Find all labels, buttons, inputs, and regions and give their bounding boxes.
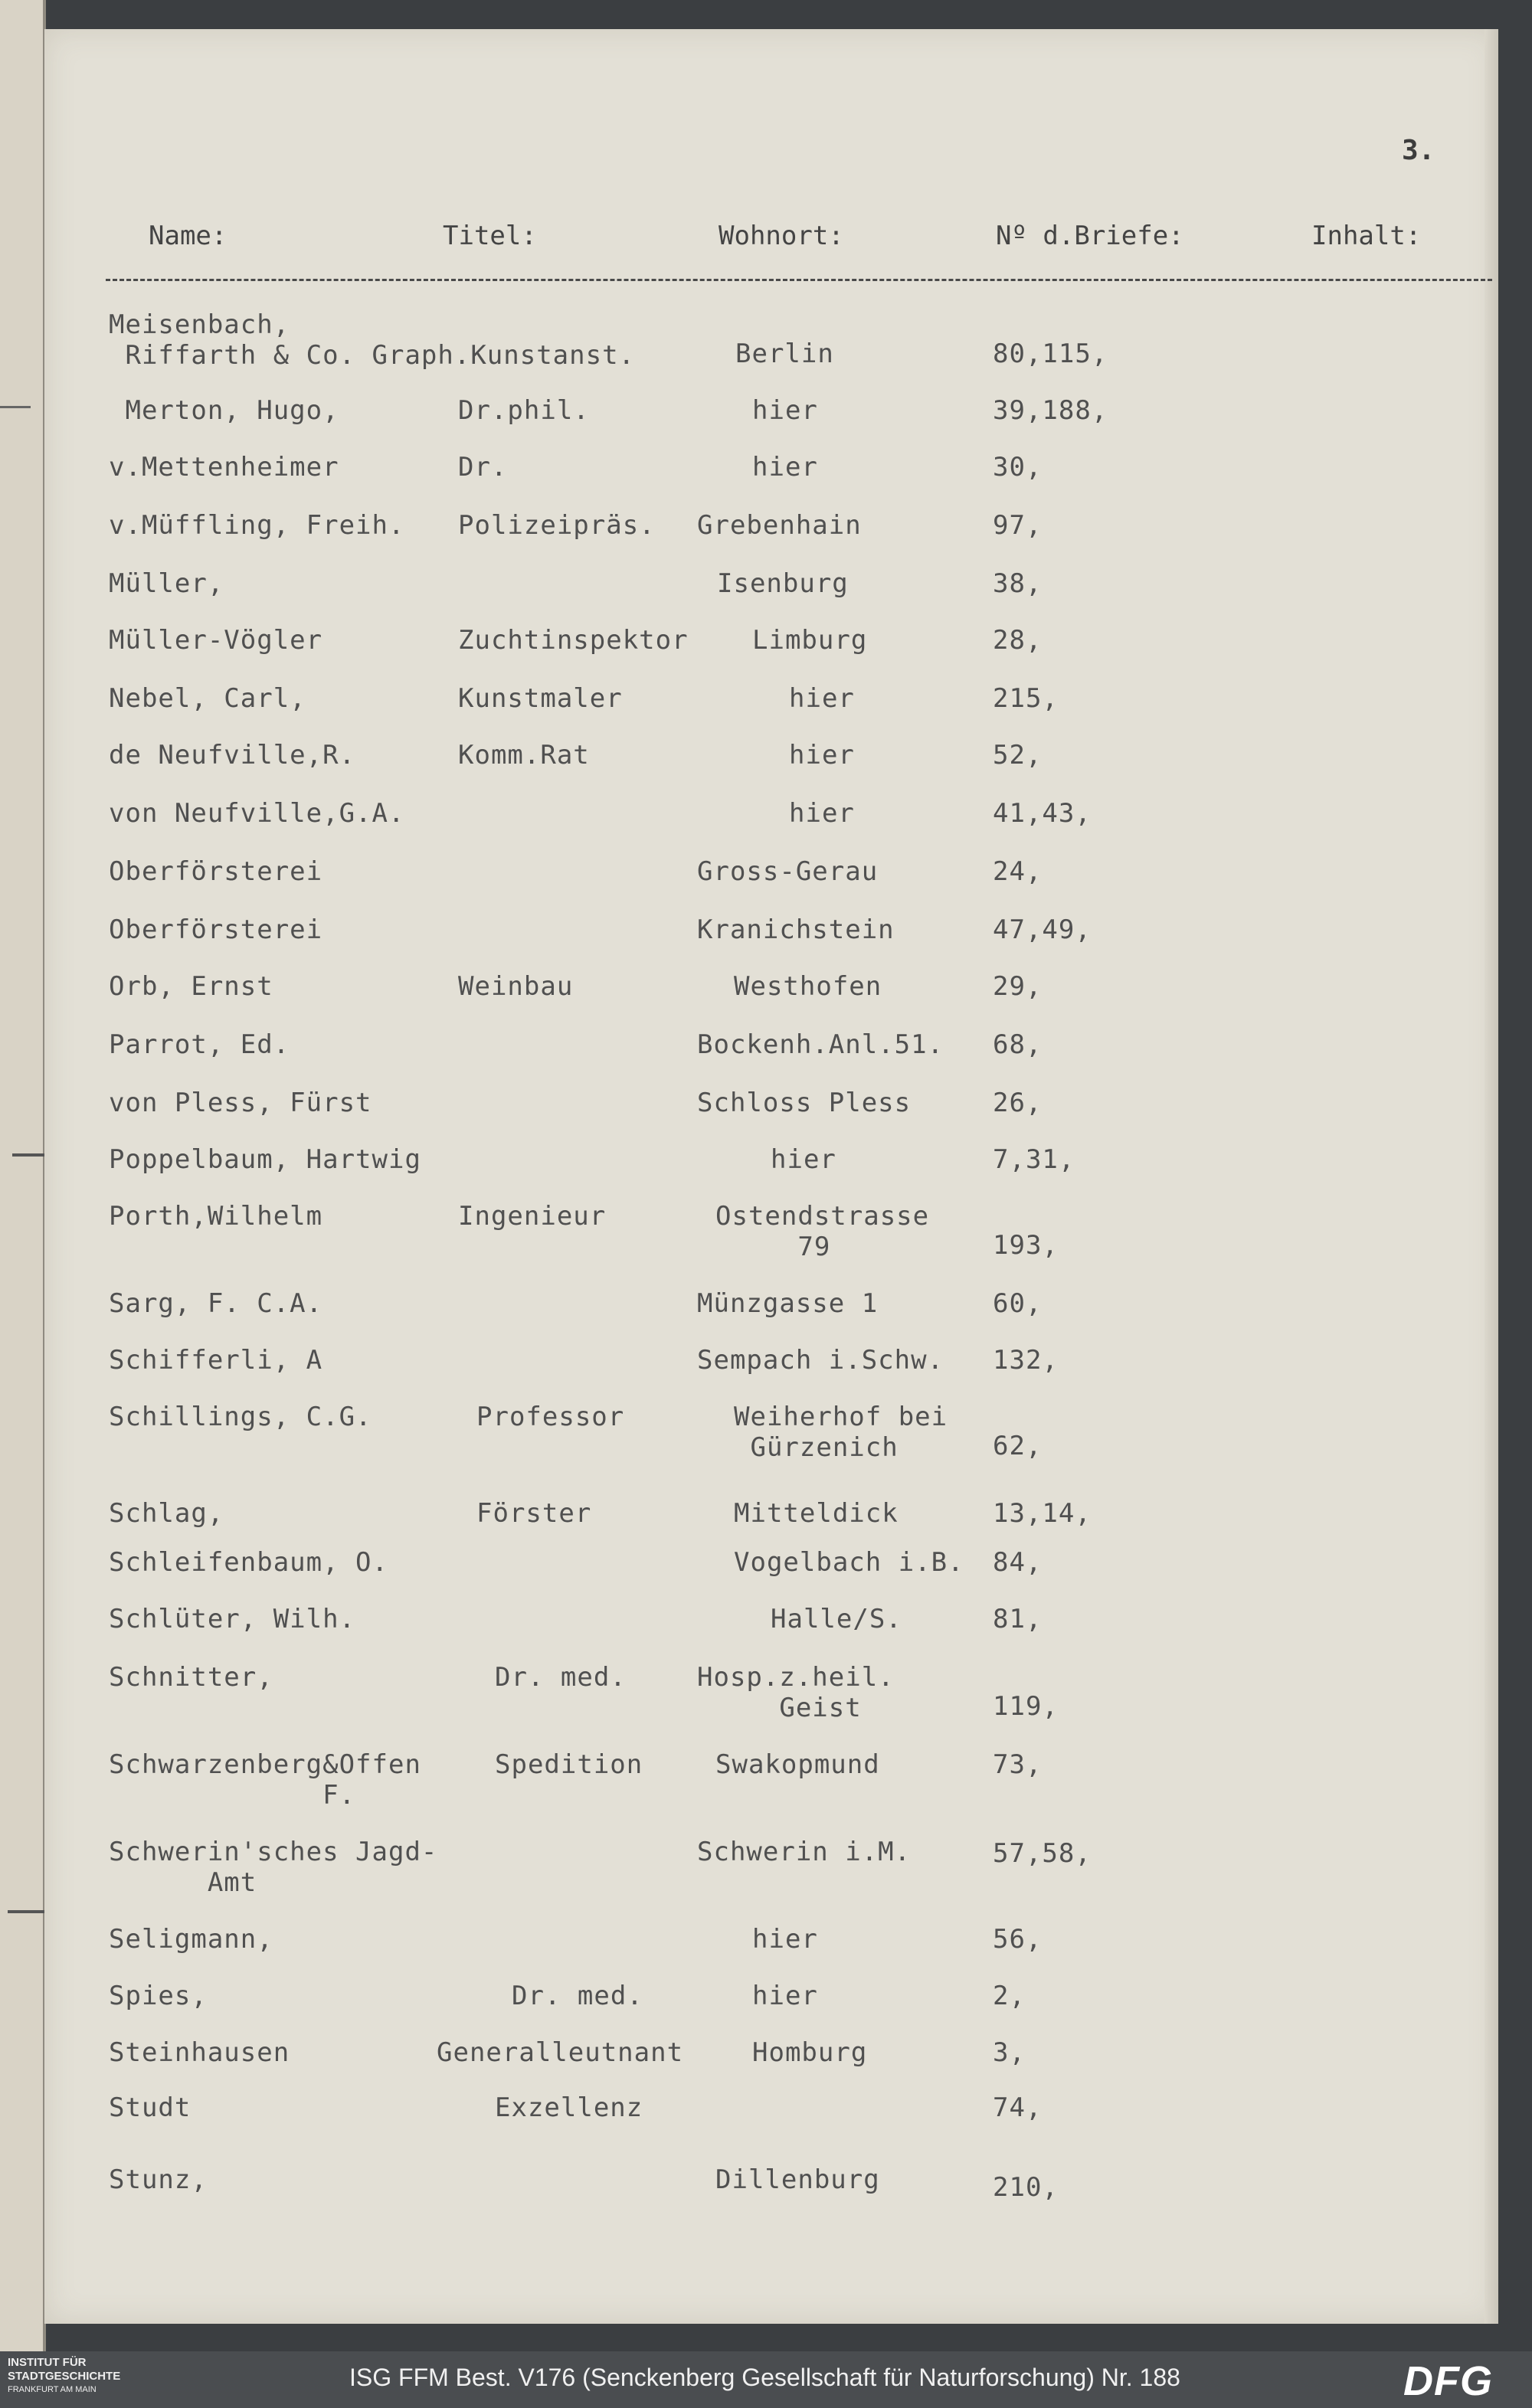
entry-name: Porth,Wilhelm — [109, 1201, 323, 1232]
entry-place: Schloss Pless — [697, 1088, 912, 1118]
entry-letters: 2, — [993, 1981, 1026, 2011]
entry-title: Dr. — [458, 452, 508, 483]
entry-title: Kunstmaler — [458, 683, 623, 714]
entry-letters: 210, — [993, 2172, 1059, 2203]
entry-title: Komm.Rat — [458, 740, 590, 770]
entry-name: Müller-Vögler — [109, 625, 323, 656]
entry-place: Westhofen — [734, 971, 882, 1002]
entry-name: Schnitter, — [109, 1662, 273, 1693]
entry-name: Orb, Ernst — [109, 971, 273, 1002]
entry-place: hier — [789, 798, 855, 829]
entry-letters: 80,115, — [993, 339, 1108, 369]
entry-place: Hosp.z.heil. Geist — [697, 1662, 895, 1723]
entry-title: Polizeipräs. — [458, 510, 656, 541]
entry-title: Weinbau — [458, 971, 574, 1002]
entry-name: Schwerin'sches Jagd- Amt — [109, 1837, 438, 1898]
entry-place: hier — [752, 452, 818, 483]
entry-name: Schwarzenberg&Offen F. — [109, 1749, 421, 1811]
entry-letters: 3, — [993, 2037, 1026, 2068]
entry-name: Schlüter, Wilh. — [109, 1604, 356, 1634]
entry-letters: 84, — [993, 1547, 1043, 1578]
entry-letters: 81, — [993, 1604, 1043, 1634]
entry-name: Sarg, F. C.A. — [109, 1288, 323, 1319]
binding-strip — [0, 0, 46, 2351]
entry-title: Generalleutnant — [437, 2037, 684, 2068]
entry-letters: 132, — [993, 1345, 1059, 1376]
entry-letters: 60, — [993, 1288, 1043, 1319]
entry-place: Weiherhof bei Gürzenich — [734, 1402, 948, 1463]
entry-place: Dillenburg — [715, 2164, 880, 2195]
entry-name: Nebel, Carl, — [109, 683, 306, 714]
entry-title: Dr. med. — [512, 1981, 643, 2011]
entry-place: Gross-Gerau — [697, 856, 879, 887]
entry-place: Homburg — [752, 2037, 868, 2068]
entry-place: Ostendstrasse 79 — [715, 1201, 930, 1262]
entry-place: Mitteldick — [734, 1498, 899, 1529]
header-place: Wohnort: — [719, 221, 844, 251]
entry-letters: 39,188, — [993, 395, 1108, 426]
entry-letters: 41,43, — [993, 798, 1092, 829]
entry-place: Kranichstein — [697, 914, 895, 945]
entry-name: von Neufville,G.A. — [109, 798, 405, 829]
entry-place: Schwerin i.M. — [697, 1837, 912, 1867]
entry-letters: 47,49, — [993, 914, 1092, 945]
entry-letters: 119, — [993, 1691, 1059, 1722]
institute-logo-line-1: INSTITUT FÜR — [8, 2356, 87, 2369]
dfg-logo: DFG — [1403, 2358, 1493, 2404]
entry-name: Oberförsterei — [109, 856, 323, 887]
entry-name: Seligmann, — [109, 1924, 273, 1955]
entry-name: Stunz, — [109, 2164, 208, 2195]
entry-name: Poppelbaum, Hartwig — [109, 1144, 421, 1175]
entry-letters: 7,31, — [993, 1144, 1075, 1175]
entry-title: Exzellenz — [495, 2092, 643, 2123]
header-letters: Nº d.Briefe: — [996, 221, 1184, 251]
entry-letters: 193, — [993, 1230, 1059, 1261]
entry-letters: 56, — [993, 1924, 1043, 1955]
entry-place: Isenburg — [717, 568, 849, 599]
entry-letters: 24, — [993, 856, 1043, 887]
entry-title: Förster — [476, 1498, 592, 1529]
entry-place: Berlin — [735, 339, 834, 369]
entry-letters: 38, — [993, 568, 1043, 599]
entry-letters: 57,58, — [993, 1838, 1092, 1869]
entry-place: Münzgasse 1 — [697, 1288, 879, 1319]
header-rule — [106, 279, 1492, 281]
entry-place: Grebenhain — [697, 510, 862, 541]
entry-name: Steinhausen — [109, 2037, 290, 2068]
footer-caption: ISG FFM Best. V176 (Senckenberg Gesellschaft für Naturforschung) Nr. 188 — [349, 2364, 1180, 2391]
entry-place: hier — [771, 1144, 836, 1175]
entry-letters: 13,14, — [993, 1498, 1092, 1529]
entry-name: v.Müffling, Freih. — [109, 510, 405, 541]
entry-title: Spedition — [495, 1749, 643, 1780]
institute-logo-line-2: STADTGESCHICHTE — [8, 2370, 121, 2383]
entry-place: Halle/S. — [771, 1604, 902, 1634]
entry-place: Sempach i.Schw. — [697, 1345, 944, 1376]
entry-name: Studt — [109, 2092, 192, 2123]
footer-bar — [0, 2351, 1532, 2408]
entry-name: Schlag, — [109, 1498, 224, 1529]
entry-letters: 74, — [993, 2092, 1043, 2123]
entry-place: hier — [752, 1924, 818, 1955]
entry-name: Oberförsterei — [109, 914, 323, 945]
entry-place: Limburg — [752, 625, 868, 656]
entry-letters: 28, — [993, 625, 1043, 656]
document-page — [44, 29, 1498, 2324]
entry-letters: 215, — [993, 683, 1059, 714]
entry-letters: 62, — [993, 1431, 1043, 1461]
entry-title: Ingenieur — [458, 1201, 607, 1232]
entry-place: hier — [789, 740, 855, 770]
entry-letters: 30, — [993, 452, 1043, 483]
entry-place: Vogelbach i.B. — [734, 1547, 964, 1578]
entry-name: von Pless, Fürst — [109, 1088, 372, 1118]
margin-mark — [8, 1910, 46, 1913]
entry-letters: 68, — [993, 1029, 1043, 1060]
entry-name: Schleifenbaum, O. — [109, 1547, 388, 1578]
entry-title: Dr. med. — [495, 1662, 627, 1693]
entry-name: Schillings, C.G. — [109, 1402, 372, 1432]
entry-title: Dr.phil. — [458, 395, 590, 426]
entry-name: Spies, — [109, 1981, 208, 2011]
entry-title: Professor — [476, 1402, 625, 1432]
entry-letters: 26, — [993, 1088, 1043, 1118]
entry-name: Merton, Hugo, — [109, 395, 339, 426]
page-number: 3. — [1402, 135, 1435, 166]
margin-mark — [0, 406, 31, 408]
entry-name: Parrot, Ed. — [109, 1029, 290, 1060]
header-name: Name: — [149, 221, 228, 251]
entry-place: Swakopmund — [715, 1749, 880, 1780]
entry-name: Müller, — [109, 568, 224, 599]
institute-logo-line-3: FRANKFURT AM MAIN — [8, 2385, 97, 2394]
header-title: Titel: — [443, 221, 537, 251]
entry-title: Zuchtinspektor — [458, 625, 689, 656]
entry-name: Meisenbach, Riffarth & Co. Graph.Kunstanst. — [109, 309, 636, 371]
page-edge — [1485, 29, 1498, 2324]
entry-name: v.Mettenheimer — [109, 452, 339, 483]
entry-place: Bockenh.Anl.51. — [697, 1029, 944, 1060]
entry-name: Schifferli, A — [109, 1345, 323, 1376]
entry-letters: 52, — [993, 740, 1043, 770]
entry-name: de Neufville,R. — [109, 740, 356, 770]
entry-letters: 97, — [993, 510, 1043, 541]
entry-letters: 29, — [993, 971, 1043, 1002]
entry-place: hier — [789, 683, 855, 714]
entry-place: hier — [752, 1981, 818, 2011]
entry-place: hier — [752, 395, 818, 426]
entry-letters: 73, — [993, 1749, 1043, 1780]
header-content: Inhalt: — [1311, 221, 1422, 251]
